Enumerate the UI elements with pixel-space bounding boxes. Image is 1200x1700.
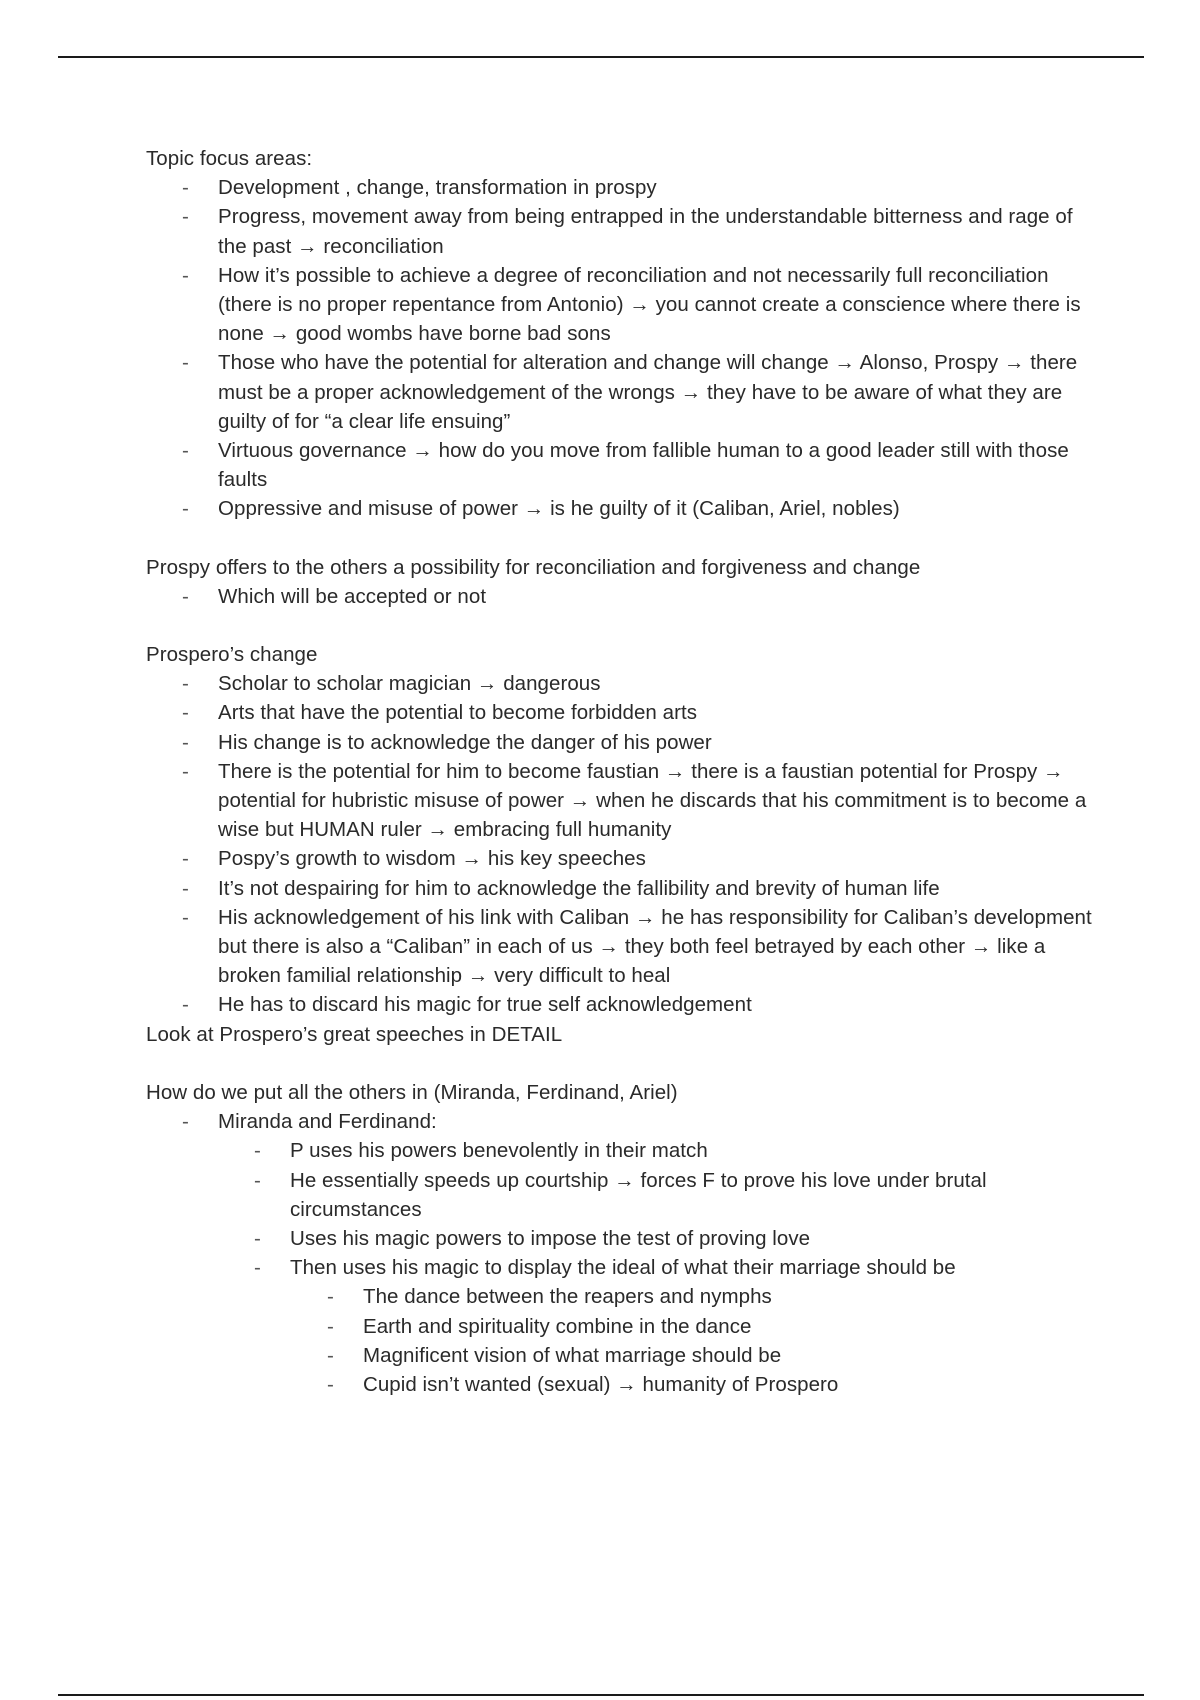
- list-item: - Progress, movement away from being entrapped in the understandable bitterness and rage of the past → reconciliation: [146, 202, 1106, 260]
- offers-heading: Prospy offers to the others a possibility for reconciliation and forgiveness and change: [146, 555, 921, 579]
- list-item: - Which will be accepted or not: [146, 582, 1106, 611]
- sub-sub-list-item: - Magnificent vision of what marriage should be: [146, 1341, 1106, 1370]
- list-item: - How it’s possible to achieve a degree of reconciliation and not necessarily full reconciliation (there is no proper repentance from Antonio) → you cannot create a conscience where there is none → good wombs have borne bad sons: [146, 261, 1106, 349]
- others-list: [146, 1107, 1106, 1399]
- change-heading: Prospero’s change: [146, 643, 318, 667]
- sub-sub-list-item: - The dance between the reapers and nymphs: [146, 1282, 1106, 1311]
- list-item: - His acknowledgement of his link with Caliban → he has responsibility for Caliban’s development but there is also a “Caliban” in each of us → they both feel betrayed by each other → like a broken familial relationship → very difficult to heal: [146, 903, 1106, 991]
- list-item: - Pospy’s growth to wisdom → his key speeches: [146, 844, 1106, 873]
- top-rule: [58, 56, 1144, 58]
- document-body: [146, 144, 1106, 1399]
- others-heading: How do we put all the others in (Miranda, Ferdinand, Ariel): [146, 1080, 678, 1104]
- topic-focus-heading: Topic focus areas:: [146, 147, 313, 170]
- list-item: - Development , change, transformation in prospy: [146, 173, 1106, 202]
- list-item: - Virtuous governance → how do you move from fallible human to a good leader still with those faults: [146, 436, 1106, 494]
- list-item: - Those who have the potential for alteration and change will change → Alonso, Prospy → there must be a proper acknowledgement of the wrongs → they have to be aware of what they are guilty of for “a clear life ensuing”: [146, 348, 1106, 436]
- list-item: - Arts that have the potential to become forbidden arts: [146, 698, 1106, 727]
- sub-sub-list-item: - Cupid isn’t wanted (sexual) → humanity of Prospero: [146, 1370, 1106, 1399]
- sub-list-item: - P uses his powers benevolently in their match: [146, 1136, 1106, 1165]
- topic-focus-list: [146, 173, 1106, 523]
- sub-list-item: - He essentially speeds up courtship → forces F to prove his love under brutal circumstances: [146, 1166, 1106, 1224]
- list-item: - Oppressive and misuse of power → is he guilty of it (Caliban, Ariel, nobles): [146, 494, 1106, 523]
- list-item: - It’s not despairing for him to acknowledge the fallibility and brevity of human life: [146, 874, 1106, 903]
- list-item: - He has to discard his magic for true self acknowledgement: [146, 990, 1106, 1019]
- bottom-rule: [58, 1694, 1144, 1696]
- sub-list-item: - Then uses his magic to display the ideal of what their marriage should be: [146, 1253, 1106, 1282]
- sub-sub-list-item: - Earth and spirituality combine in the dance: [146, 1312, 1106, 1341]
- change-list: [146, 669, 1106, 1019]
- sub-list-item: - Uses his magic powers to impose the test of proving love: [146, 1224, 1106, 1253]
- list-item: - His change is to acknowledge the danger of his power: [146, 728, 1106, 757]
- speeches-note: Look at Prospero’s great speeches in DETAIL: [146, 1022, 563, 1046]
- list-item: - Miranda and Ferdinand:: [146, 1107, 1106, 1136]
- offers-list: [146, 582, 1106, 611]
- list-item: - Scholar to scholar magician → dangerous: [146, 669, 1106, 698]
- list-item: - There is the potential for him to become faustian → there is a faustian potential for Prospy → potential for hubristic misuse of power → when he discards that his commitment is to become a wise but HUMAN ruler → embracing full humanity: [146, 757, 1106, 845]
